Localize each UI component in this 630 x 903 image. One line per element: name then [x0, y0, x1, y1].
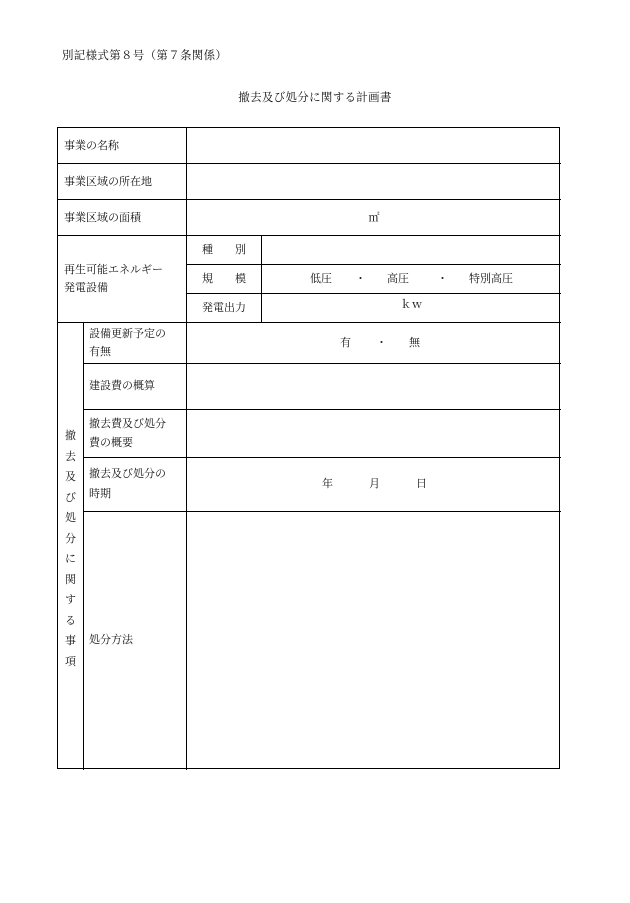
row-divider [58, 199, 561, 200]
removal-cost-label-line1: 撤去費及び処分 [89, 417, 166, 430]
business-area-unit[interactable]: ㎡ [368, 211, 380, 224]
timing-label-line2: 時期 [89, 487, 111, 500]
row-divider [83, 457, 561, 458]
renewal-plan-label-line1: 設備更新予定の [89, 327, 166, 340]
equipment-label-line1: 再生可能エネルギー [64, 263, 163, 276]
scale-separator: ・ [355, 272, 366, 285]
renewal-option-no[interactable]: 無 [409, 336, 420, 349]
timing-month[interactable]: 月 [369, 477, 380, 490]
timing-day[interactable]: 日 [416, 477, 427, 490]
disposal-method-label: 処分方法 [89, 633, 133, 646]
scale-option-high[interactable]: 高圧 [387, 272, 409, 285]
scale-option-low[interactable]: 低圧 [310, 272, 332, 285]
timing-year[interactable]: 年 [322, 477, 333, 490]
plan-form-table [57, 127, 560, 769]
removal-cost-label-line2: 費の概要 [89, 436, 133, 449]
scale-separator: ・ [437, 272, 448, 285]
row-divider [83, 363, 561, 364]
renewal-plan-label-line2: 有無 [89, 345, 111, 358]
scale-option-extra-high[interactable]: 特別高圧 [469, 272, 513, 285]
renewal-option-yes[interactable]: 有 [340, 336, 351, 349]
document-title: 撤去及び処分に関する計画書 [238, 90, 392, 104]
row-divider [58, 163, 561, 164]
equipment-type-label: 種 別 [202, 243, 246, 256]
business-location-label: 事業区域の所在地 [64, 175, 152, 188]
equipment-output-label: 発電出力 [202, 301, 246, 314]
column-divider [83, 322, 84, 770]
construction-cost-label: 建設費の概算 [89, 379, 155, 392]
equipment-scale-label: 規 模 [202, 272, 246, 285]
equipment-label-line2: 発電設備 [64, 281, 108, 294]
row-divider [58, 235, 561, 236]
business-name-label: 事業の名称 [64, 139, 119, 152]
timing-label-line1: 撤去及び処分の [89, 467, 166, 480]
row-divider [83, 409, 561, 410]
business-area-label: 事業区域の面積 [64, 211, 141, 224]
row-divider [186, 293, 561, 294]
disposal-section-label: 撤 去 及 び 処 分 に 関 す る 事 項 [65, 429, 76, 668]
form-number: 別記様式第８号（第７条関係） [62, 48, 228, 62]
renewal-separator: ・ [376, 336, 387, 349]
row-divider [186, 264, 561, 265]
row-divider [58, 322, 561, 323]
equipment-output-unit[interactable]: ｋｗ [400, 298, 423, 311]
row-divider [83, 511, 561, 512]
